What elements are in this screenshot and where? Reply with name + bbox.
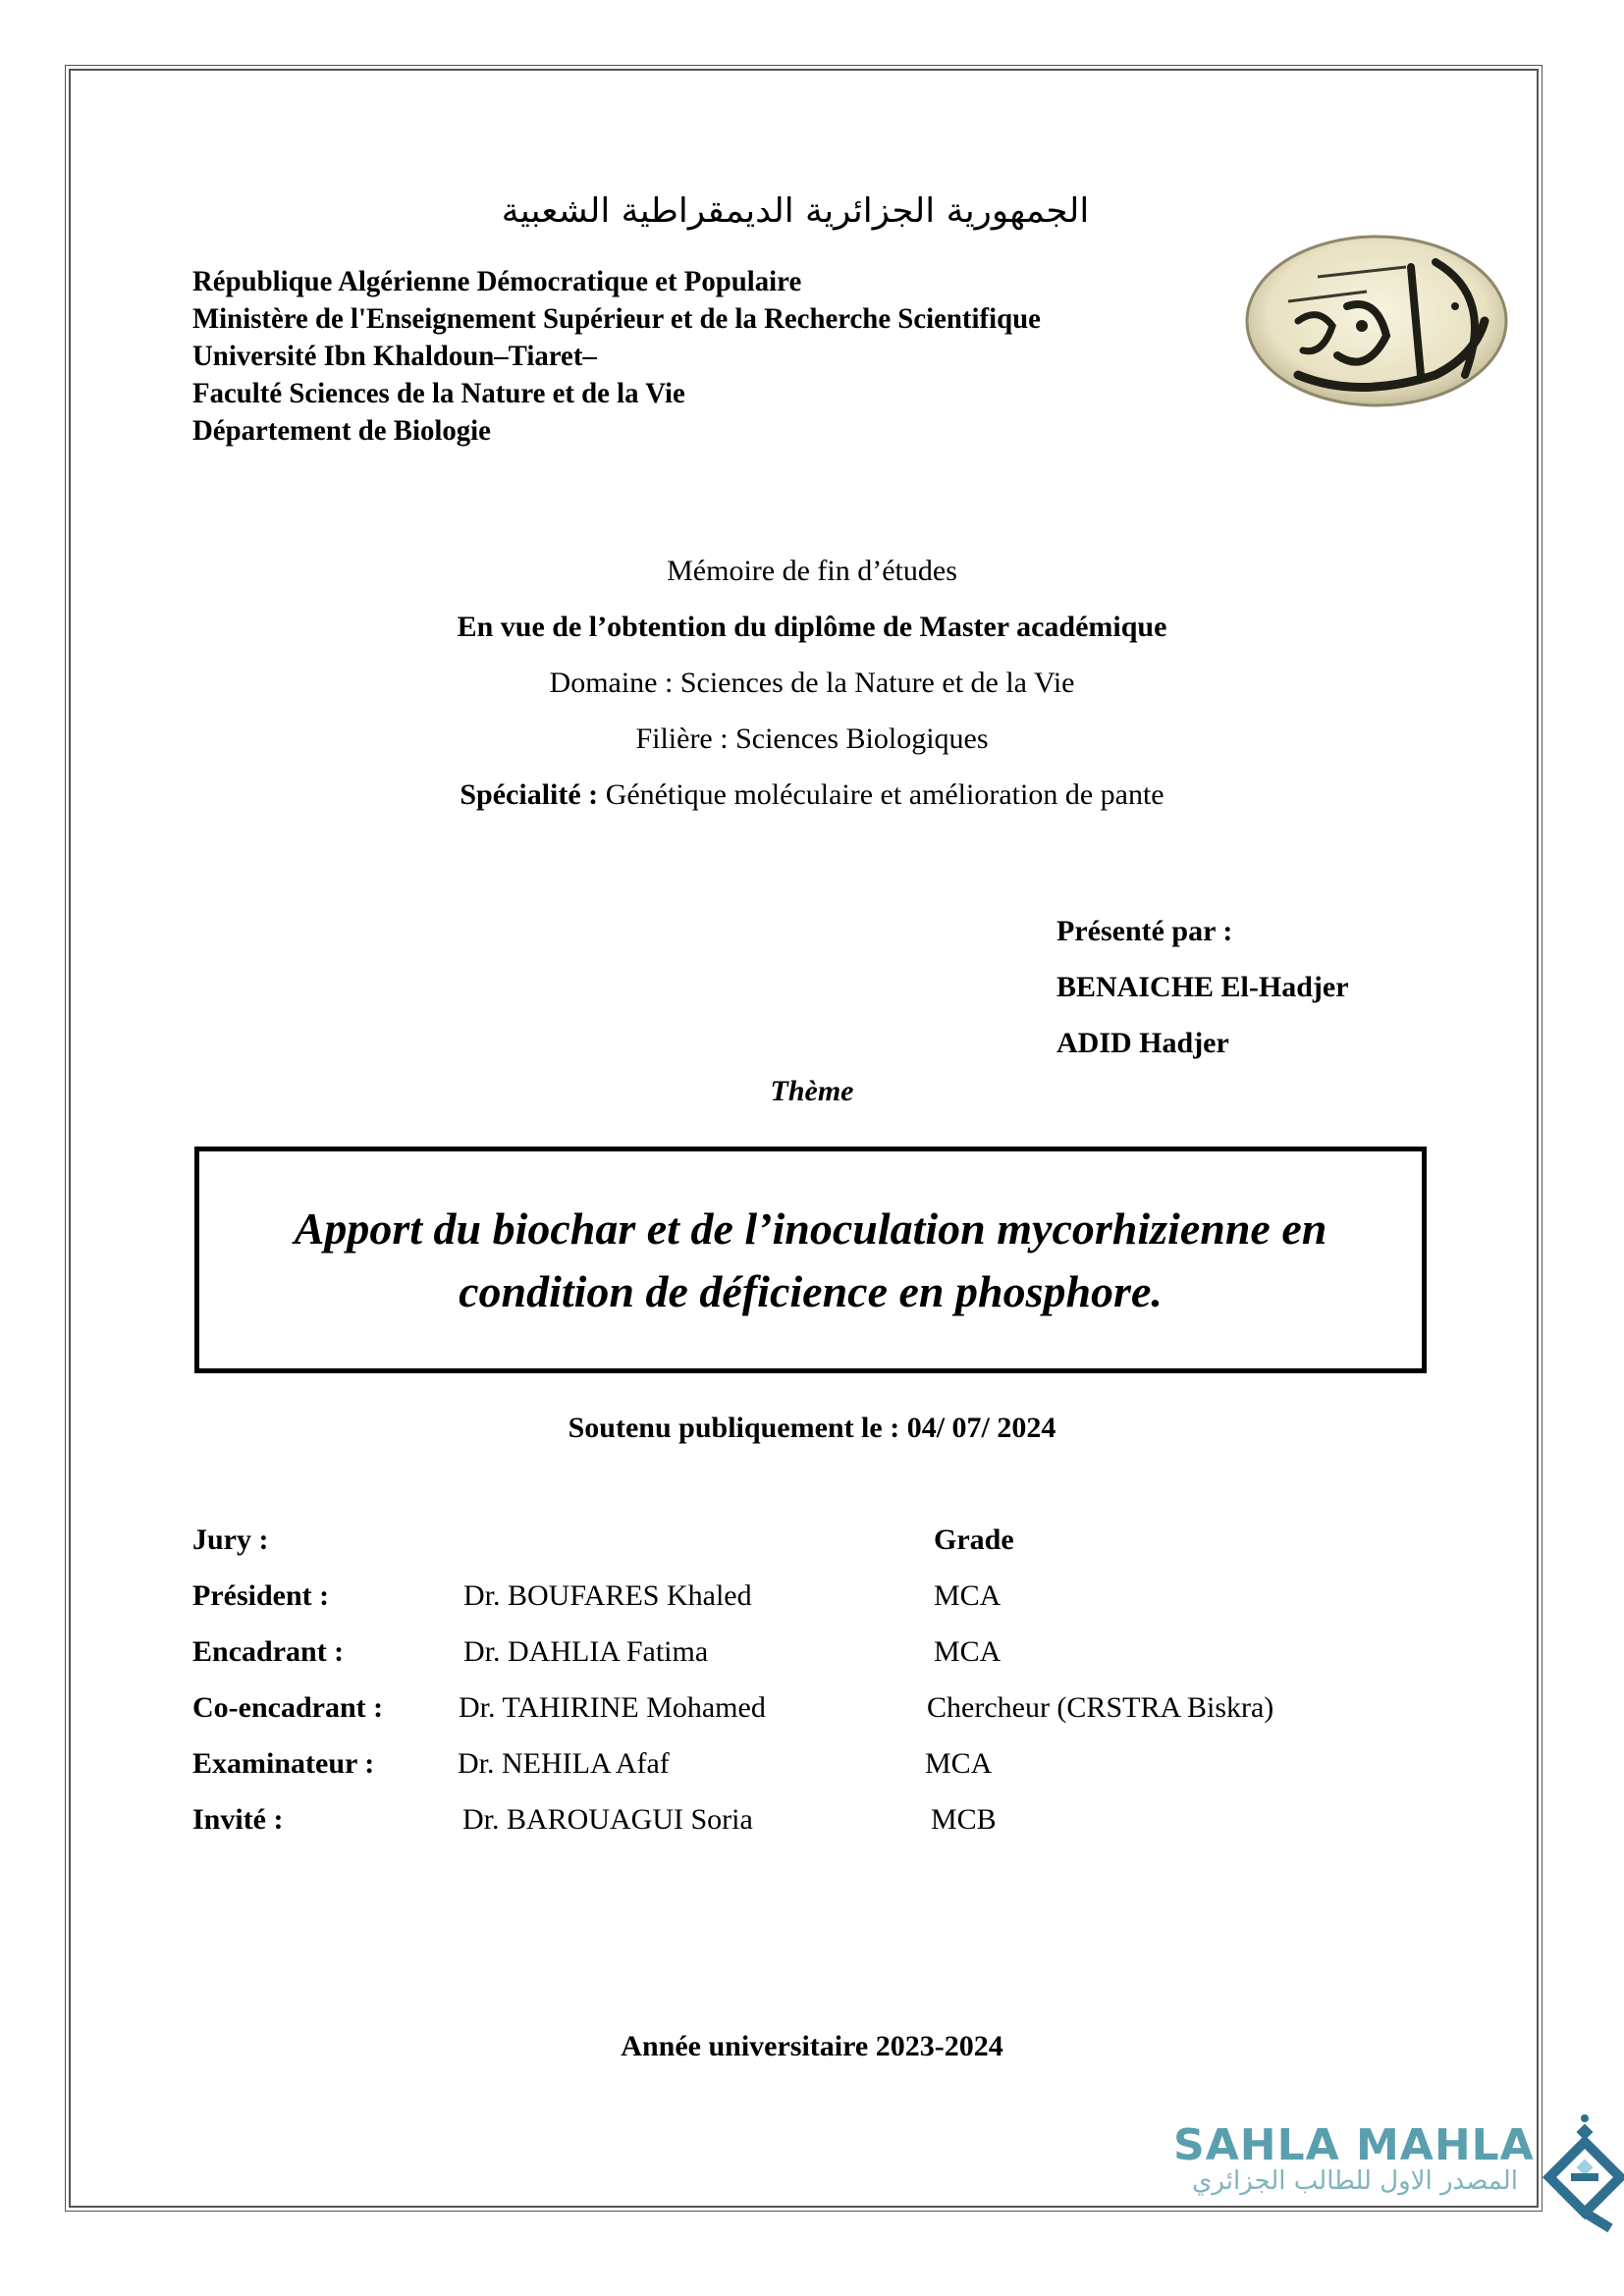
- jury-grade: MCA: [925, 1747, 993, 1780]
- jury-name: Dr. NEHILA Afaf: [458, 1747, 670, 1780]
- presented-by-label: Présenté par :: [1056, 915, 1233, 947]
- presenter-name: ADID Hadjer: [1056, 1027, 1229, 1059]
- republic-line: République Algérienne Démocratique et Populaire: [192, 265, 802, 297]
- jury-role: Président :: [192, 1579, 330, 1612]
- filiere-line: Filière : Sciences Biologiques: [635, 722, 989, 755]
- jury-role: Examinateur :: [192, 1747, 375, 1780]
- specialite-line: [0, 778, 1624, 812]
- domaine-line: Domaine : Sciences de la Nature et de la Vie: [549, 667, 1075, 699]
- academic-year: Année universitaire 2023-2024: [621, 2030, 1003, 2062]
- ministry-line: Ministère de l'Enseignement Supérieur et de la Recherche Scientifique: [192, 302, 1041, 335]
- jury-role: Invité :: [192, 1803, 284, 1836]
- jury-name: Dr. BOUFARES Khaled: [463, 1579, 752, 1612]
- theme-label: Thème: [770, 1075, 854, 1107]
- presenter-name: BENAICHE El-Hadjer: [1056, 971, 1349, 1003]
- jury-label: Jury :: [192, 1523, 269, 1556]
- arabic-republic-title: الجمهورية الجزائرية الديمقراطية الشعبية: [501, 191, 1090, 231]
- jury-role: Co-encadrant :: [192, 1691, 384, 1724]
- specialite-value: Génétique moléculaire et amélioration de pante: [598, 778, 1164, 811]
- thesis-title-box: [194, 1147, 1427, 1373]
- jury-grade: Chercheur (CRSTRA Biskra): [927, 1691, 1274, 1724]
- grade-header: Grade: [934, 1523, 1014, 1556]
- watermark-brand: SAHLA MAHLA: [1173, 2120, 1535, 2170]
- university-line: Université Ibn Khaldoun–Tiaret–: [192, 340, 597, 372]
- defense-date: Soutenu publiquement le : 04/ 07/ 2024: [568, 1412, 1056, 1444]
- jury-role: Encadrant :: [192, 1635, 345, 1668]
- thesis-title-line-1: Apport du biochar et de l’inoculation mycorhizienne en: [294, 1202, 1327, 1254]
- watermark-tagline: المصدر الاول للطالب الجزائري: [1192, 2166, 1518, 2196]
- jury-grade: MCA: [934, 1635, 1001, 1668]
- specialite-label: Spécialité :: [460, 778, 599, 811]
- diploma-line: En vue de l’obtention du diplôme de Master académique: [457, 611, 1167, 643]
- jury-name: Dr. DAHLIA Fatima: [463, 1635, 709, 1668]
- thesis-title: [295, 1198, 1327, 1323]
- institution-header: [192, 263, 1076, 450]
- department-line: Département de Biologie: [192, 414, 491, 447]
- memoire-type: Mémoire de fin d’études: [667, 555, 957, 587]
- jury-grade: MCB: [931, 1803, 997, 1836]
- faculty-line: Faculté Sciences de la Nature et de la Vie: [192, 377, 685, 409]
- jury-name: Dr. BAROUAGUI Soria: [462, 1803, 753, 1836]
- sahla-mahla-logo-icon: [1542, 2110, 1624, 2233]
- thesis-title-line-2: condition de déficience en phosphore.: [459, 1265, 1163, 1316]
- sahla-mahla-watermark: [1173, 2120, 1537, 2196]
- presenters-block: [1056, 903, 1349, 1071]
- jury-grade: MCA: [934, 1579, 1001, 1612]
- jury-name: Dr. TAHIRINE Mohamed: [459, 1691, 766, 1724]
- university-seal-logo-icon: [1239, 228, 1514, 410]
